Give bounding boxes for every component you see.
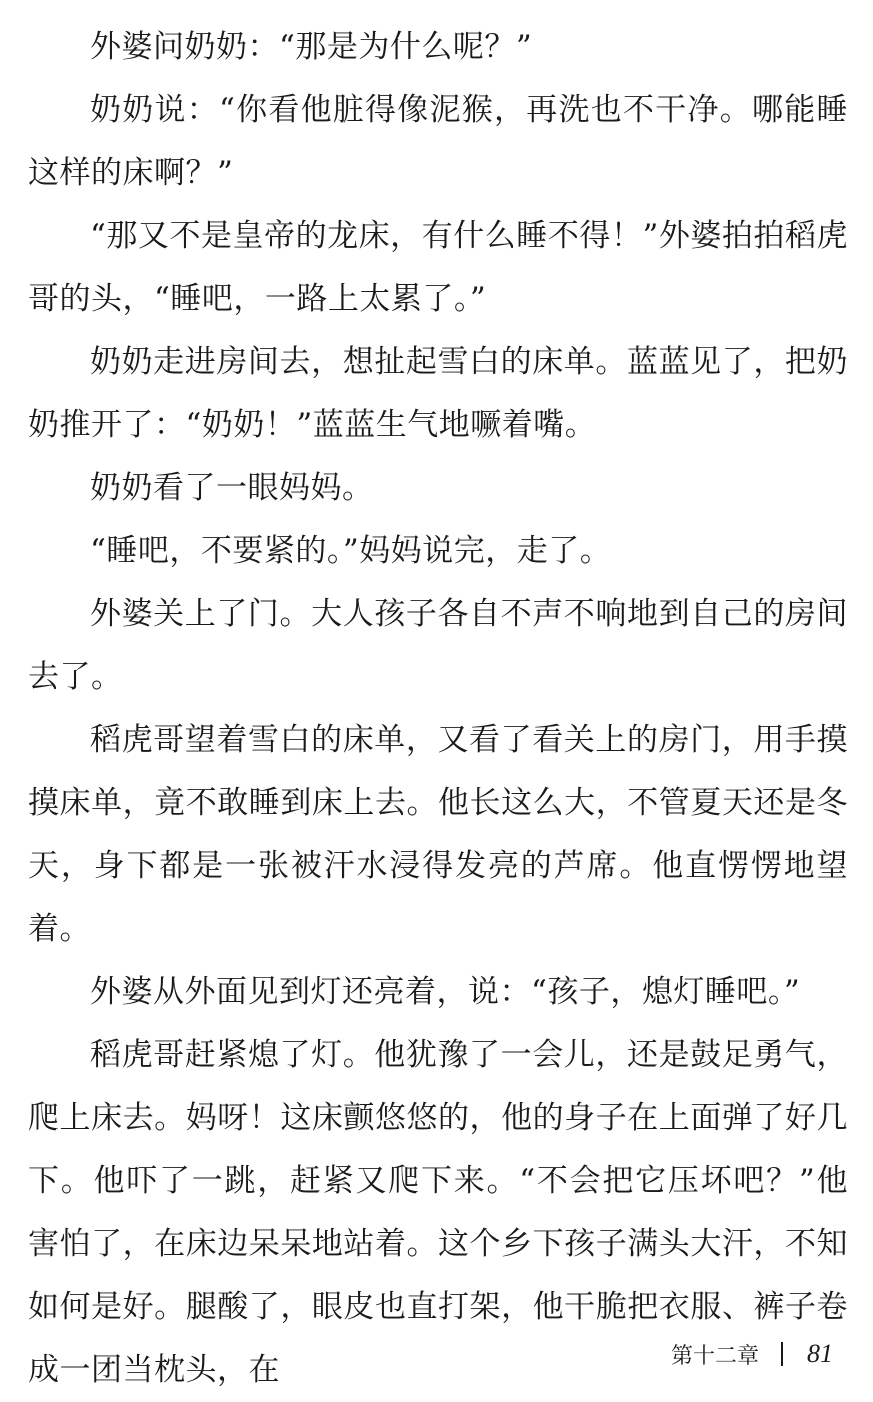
footer-divider	[781, 1342, 783, 1366]
page-number: 81	[807, 1339, 833, 1368]
paragraph: 奶奶走进房间去，想扯起雪白的床单。蓝蓝见了，把奶奶推开了：“奶奶！”蓝蓝生气地噘着嘴。	[28, 344, 848, 443]
paragraph: 稻虎哥赶紧熄了灯。他犹豫了一会儿，还是鼓足勇气，爬上床去。妈呀！这床颤悠悠的，他的身子在上面弹了好几下。他吓了一跳，赶紧又爬下来。“不会把它压坏吧？”他害怕了，在床边呆呆地站着。这个乡下孩子满头大汗，不知如何是好。腿酸了，眼皮也直打架，他干脆把衣服、裤子卷成一团当枕头，在	[28, 1037, 848, 1388]
paragraph: 外婆关上了门。大人孩子各自不声不响地到自己的房间去了。	[28, 596, 848, 695]
paragraph: 外婆从外面见到灯还亮着，说：“孩子，熄灯睡吧。”	[90, 974, 801, 1010]
paragraph: “睡吧，不要紧的。”妈妈说完，走了。	[90, 533, 612, 569]
paragraph: “那又不是皇帝的龙床，有什么睡不得！”外婆拍拍稻虎哥的头，“睡吧，一路上太累了。”	[28, 218, 848, 317]
paragraph: 稻虎哥望着雪白的床单，又看了看关上的房门，用手摸摸床单，竟不敢睡到床上去。他长这么大，不管夏天还是冬天，身下都是一张被汗水浸得发亮的芦席。他直愣愣地望着。	[28, 722, 848, 947]
page-footer	[671, 1334, 833, 1374]
paragraph: 外婆问奶奶：“那是为什么呢？”	[90, 29, 533, 65]
paragraph: 奶奶看了一眼妈妈。	[90, 470, 374, 506]
chapter-label: 第十二章	[670, 1343, 759, 1369]
page-body	[28, 16, 848, 1402]
paragraph: 奶奶说：“你看他脏得像泥猴，再洗也不干净。哪能睡这样的床啊？”	[28, 92, 848, 191]
